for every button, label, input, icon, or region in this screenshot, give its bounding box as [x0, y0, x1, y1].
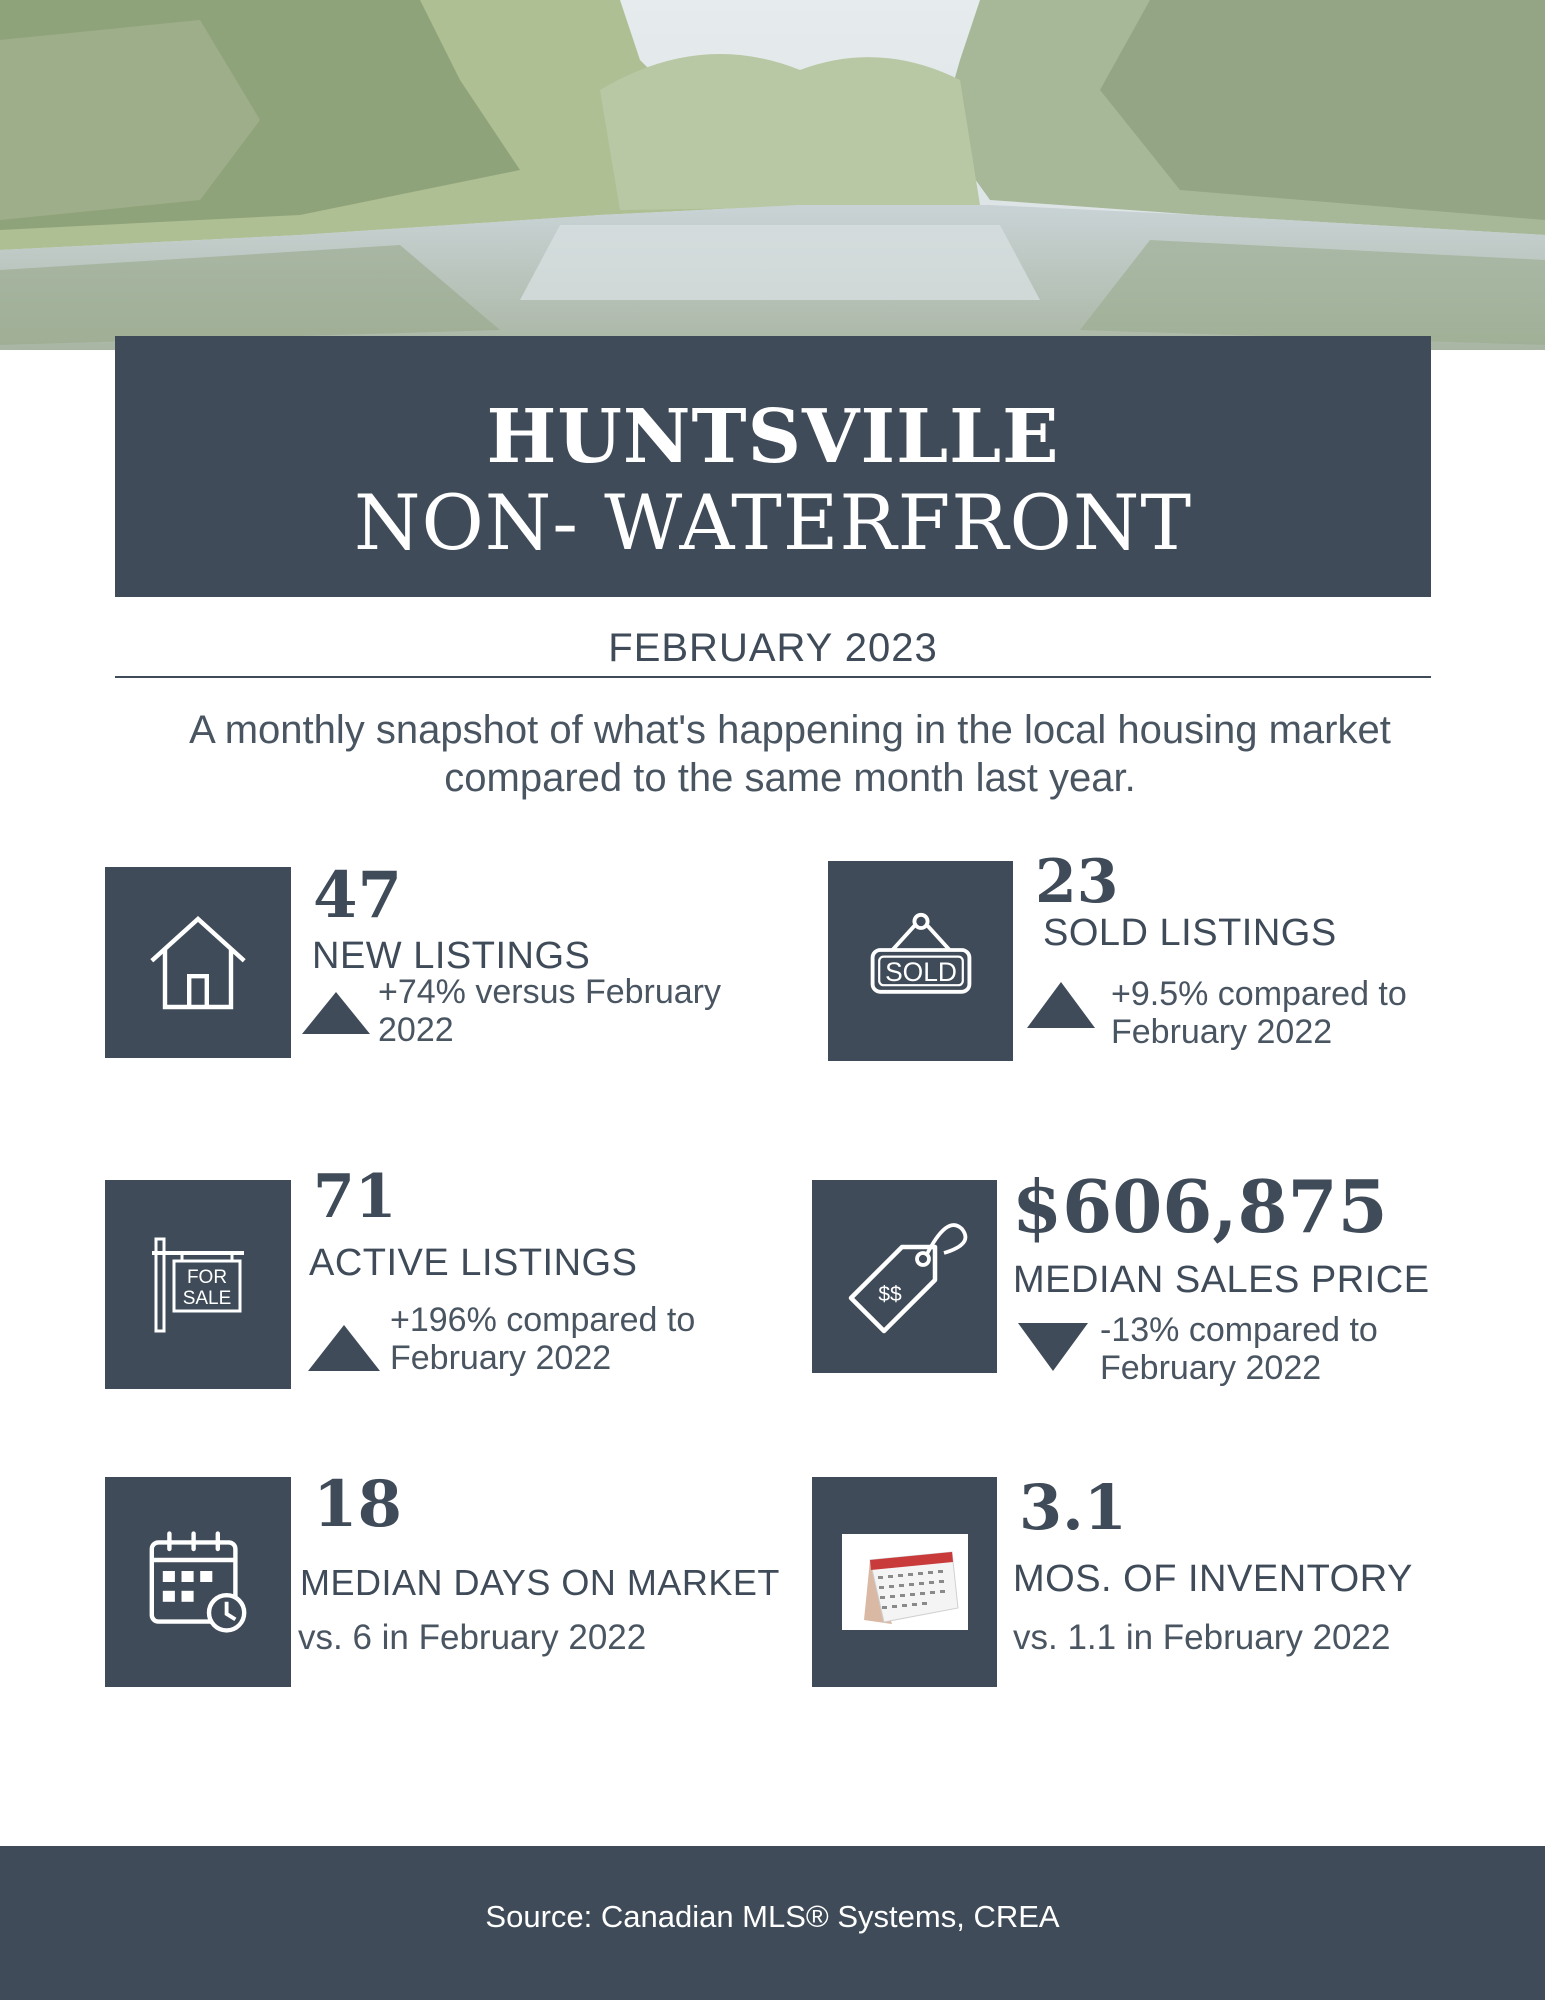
city-title: HUNTSVILLE: [486, 394, 1060, 480]
svg-text:SOLD: SOLD: [884, 956, 957, 987]
inventory-label: MOS. OF INVENTORY: [1013, 1558, 1413, 1600]
footer: [0, 1846, 1545, 2000]
source-text: Source: Canadian MLS® Systems, CREA: [485, 1899, 1060, 1934]
title-banner: [115, 336, 1431, 597]
inventory-value: 3.1: [1019, 1471, 1127, 1544]
days-on-market-label: MEDIAN DAYS ON MARKET: [300, 1562, 780, 1603]
active-listings-change: +196% compared to February 2022: [390, 1301, 696, 1377]
sold-listings-change: +9.5% compared to February 2022: [1111, 975, 1407, 1051]
intro-text: A monthly snapshot of what's happening in the local housing market compared to the same month last year.: [189, 708, 1391, 800]
new-listings-value: 47: [313, 858, 403, 933]
svg-text:FOR: FOR: [186, 1266, 228, 1288]
house-icon: [143, 908, 253, 1018]
sold-listings-icon-box: [828, 861, 1013, 1061]
report-month: FEBRUARY 2023: [608, 626, 938, 670]
hero-photo: [0, 0, 1545, 350]
new-listings-icon-box: [105, 867, 291, 1058]
svg-text:SALE: SALE: [182, 1287, 232, 1309]
active-listings-label: ACTIVE LISTINGS: [309, 1242, 638, 1284]
days-on-market-comparison: vs. 6 in February 2022: [298, 1618, 647, 1657]
down-arrow-icon: [1018, 1323, 1088, 1371]
active-listings-value: 71: [313, 1162, 397, 1232]
for-sale-sign-icon: [148, 1235, 248, 1335]
inventory-comparison: vs. 1.1 in February 2022: [1013, 1618, 1391, 1657]
inventory-icon-box: [812, 1477, 997, 1687]
up-arrow-icon: [308, 1325, 380, 1371]
up-arrow-icon: [302, 992, 370, 1034]
new-listings-label: NEW LISTINGS: [312, 935, 591, 977]
sold-listings-label: SOLD LISTINGS: [1043, 912, 1337, 954]
up-arrow-icon: [1027, 982, 1095, 1028]
median-price-icon-box: [812, 1180, 997, 1373]
svg-text:$$: $$: [877, 1282, 902, 1306]
divider: [115, 676, 1431, 678]
median-price-value: $606,875: [1012, 1164, 1388, 1249]
median-price-label: MEDIAN SALES PRICE: [1013, 1259, 1430, 1301]
median-price-change: -13% compared to February 2022: [1100, 1311, 1378, 1387]
days-on-market-icon-box: [105, 1477, 291, 1687]
active-listings-icon-box: [105, 1180, 291, 1389]
new-listings-change: +74% versus February 2022: [378, 973, 721, 1049]
desk-calendar-icon: [842, 1534, 968, 1630]
price-tag-icon: [830, 1202, 980, 1352]
sold-listings-value: 23: [1035, 847, 1119, 917]
sold-sign-icon: [866, 906, 976, 1016]
calendar-clock-icon: [143, 1527, 253, 1637]
days-on-market-value: 18: [313, 1467, 403, 1542]
segment-title: NON- WATERFRONT: [353, 478, 1193, 567]
